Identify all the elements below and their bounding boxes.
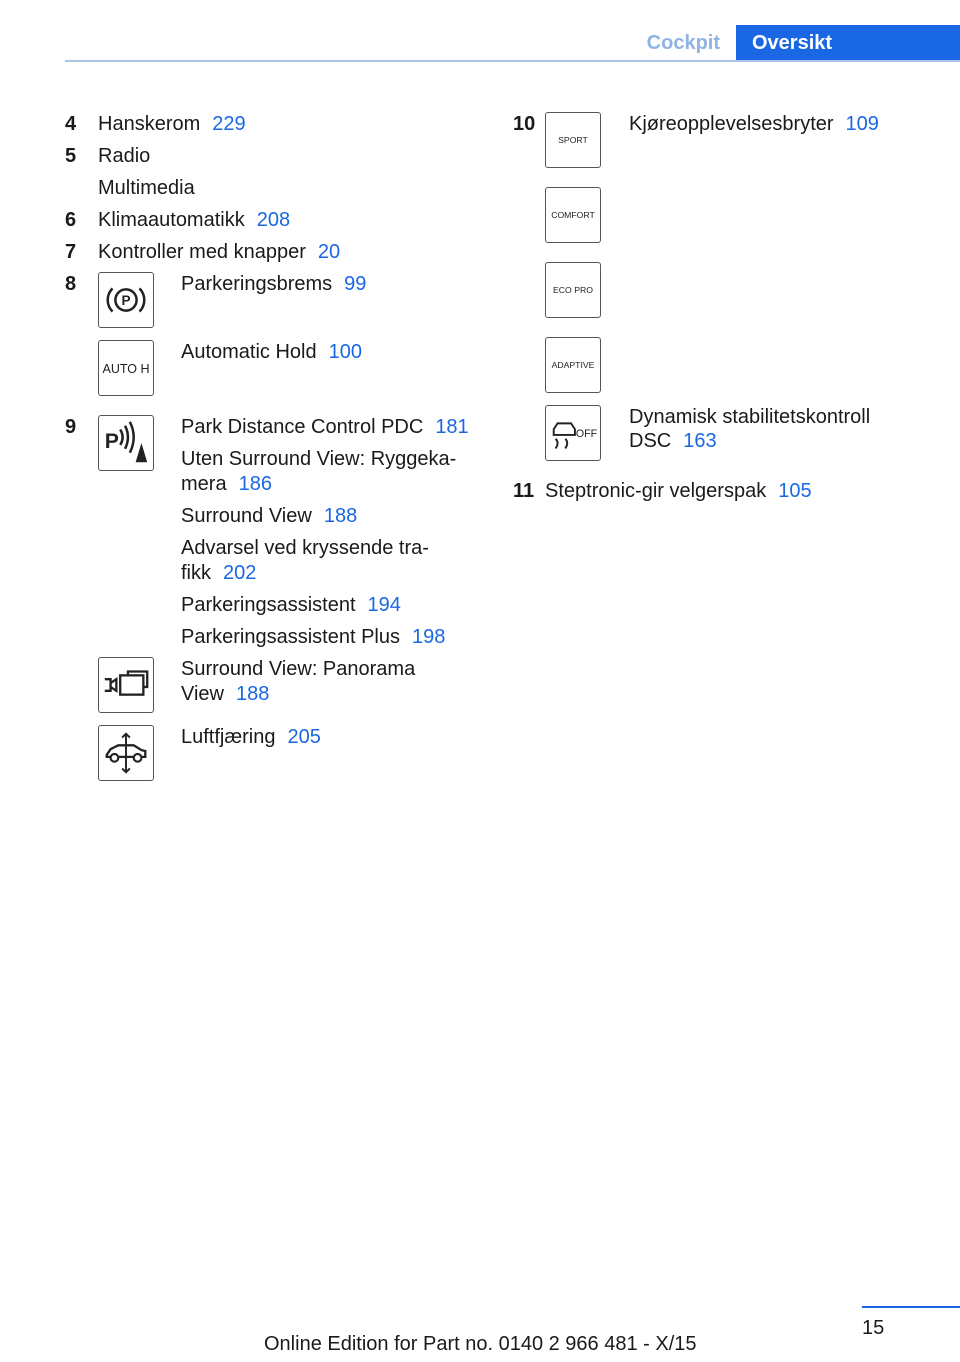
item-label: Parkeringsbrems <box>181 273 333 295</box>
list-item-parkeringsassistent <box>181 593 401 618</box>
svg-text:P: P <box>121 292 131 308</box>
page-ref-link[interactable]: 20 <box>317 241 341 263</box>
header-rule <box>65 60 960 62</box>
dsc-off-icon <box>545 405 601 461</box>
page-ref-link[interactable]: 99 <box>344 273 367 295</box>
list-item-dsc <box>629 429 717 454</box>
list-item-hanskerom <box>98 112 246 137</box>
list-item-parkeringsbrems <box>181 272 366 297</box>
page-ref-link[interactable]: 194 <box>367 594 401 616</box>
item-label-ryggekamera-line1: Uten Surround View: Ryggeka- <box>181 448 457 470</box>
item-number: 9 <box>65 416 77 438</box>
list-item-kontroller <box>98 240 340 265</box>
list-item-kjoreopplevelsesbryter <box>629 112 879 137</box>
item-label-panorama-line1: Surround View: Panorama <box>181 658 416 680</box>
item-number: 5 <box>65 145 77 167</box>
adaptive-mode-icon <box>545 337 601 393</box>
item-number: 7 <box>65 241 77 263</box>
page-ref-link[interactable]: 198 <box>411 626 446 648</box>
header-section-cockpit[interactable]: Cockpit <box>646 32 720 54</box>
auto-hold-icon-text: AUTO H <box>102 361 150 376</box>
page-ref-link[interactable]: 188 <box>323 505 358 527</box>
list-item-automatic-hold <box>181 340 362 365</box>
sport-mode-icon <box>545 112 601 168</box>
item-label: Hanskerom <box>98 113 201 135</box>
page-ref-link[interactable]: 186 <box>238 473 272 495</box>
list-item-panorama-view <box>181 682 269 707</box>
item-label: Parkeringsassistent Plus <box>181 626 400 648</box>
svg-text:P: P <box>104 429 119 453</box>
list-item-steptronic <box>545 479 812 504</box>
item-label-kryssende-line1: Advarsel ved kryssende tra- <box>181 537 429 559</box>
list-item-ryggekamera <box>181 472 272 497</box>
dsc-off-icon-text: OFF <box>575 427 598 440</box>
item-label: Parkeringsassistent <box>181 594 356 616</box>
item-label: Surround View <box>181 505 312 527</box>
page-ref-link[interactable]: 208 <box>256 209 291 231</box>
air-suspension-icon <box>98 725 154 781</box>
list-item-luftfjaering <box>181 725 321 750</box>
item-number: 8 <box>65 273 77 295</box>
item-label: Luftfjæring <box>181 726 276 748</box>
page-ref-link[interactable]: 202 <box>223 562 257 584</box>
item-number: 4 <box>65 113 77 135</box>
list-item-surround-view <box>181 504 357 529</box>
panorama-view-icon <box>98 657 154 713</box>
eco-pro-icon-text: ECO PRO <box>553 284 593 295</box>
list-item-klimaautomatikk <box>98 208 290 233</box>
page-ref-link[interactable]: 229 <box>212 113 246 135</box>
item-number: 10 <box>513 113 536 135</box>
item-label-multimedia: Multimedia <box>98 177 195 199</box>
header-chapter-oversikt[interactable]: Oversikt <box>736 25 960 61</box>
parking-brake-icon <box>98 272 154 328</box>
item-label: Klimaautomatikk <box>98 209 245 231</box>
item-label: mera <box>181 473 227 495</box>
page-ref-link[interactable]: 109 <box>845 113 879 135</box>
item-label: View <box>181 683 224 705</box>
item-label-radio: Radio <box>98 145 151 167</box>
edition-note: Online Edition for Part no. 0140 2 966 481 - X/15 <box>264 1333 697 1355</box>
item-label: Park Distance Control PDC <box>181 416 424 438</box>
item-number: 6 <box>65 209 77 231</box>
item-label-dsc-line1: Dynamisk stabilitetskontroll <box>629 406 871 428</box>
list-item-kryssende-trafikk <box>181 561 256 586</box>
item-label: Kontroller med knapper <box>98 241 306 263</box>
item-number: 11 <box>513 480 535 502</box>
page-number: 15 <box>862 1317 885 1339</box>
item-label: DSC <box>629 430 672 452</box>
item-label: Kjøreopplevelsesbryter <box>629 113 834 135</box>
list-item-parkeringsassistent-plus <box>181 625 445 650</box>
pdc-icon <box>98 415 154 471</box>
page-ref-link[interactable]: 100 <box>328 341 362 363</box>
page-ref-link[interactable]: 163 <box>683 430 717 452</box>
page-ref-link[interactable]: 205 <box>287 726 321 748</box>
footer-rule <box>862 1306 960 1308</box>
item-label: Automatic Hold <box>181 341 317 363</box>
adaptive-icon-text: ADAPTIVE <box>551 359 595 370</box>
page-ref-link[interactable]: 105 <box>778 480 812 502</box>
sport-icon-text: SPORT <box>558 134 588 145</box>
eco-pro-mode-icon <box>545 262 601 318</box>
page-ref-link[interactable]: 188 <box>236 683 270 705</box>
comfort-icon-text: COMFORT <box>551 209 595 220</box>
comfort-mode-icon <box>545 187 601 243</box>
item-label: fikk <box>181 562 211 584</box>
page-ref-link[interactable]: 181 <box>435 416 469 438</box>
auto-hold-icon <box>98 340 154 396</box>
list-item-pdc <box>181 415 469 440</box>
item-label: Steptronic-gir velgerspak <box>545 480 767 502</box>
